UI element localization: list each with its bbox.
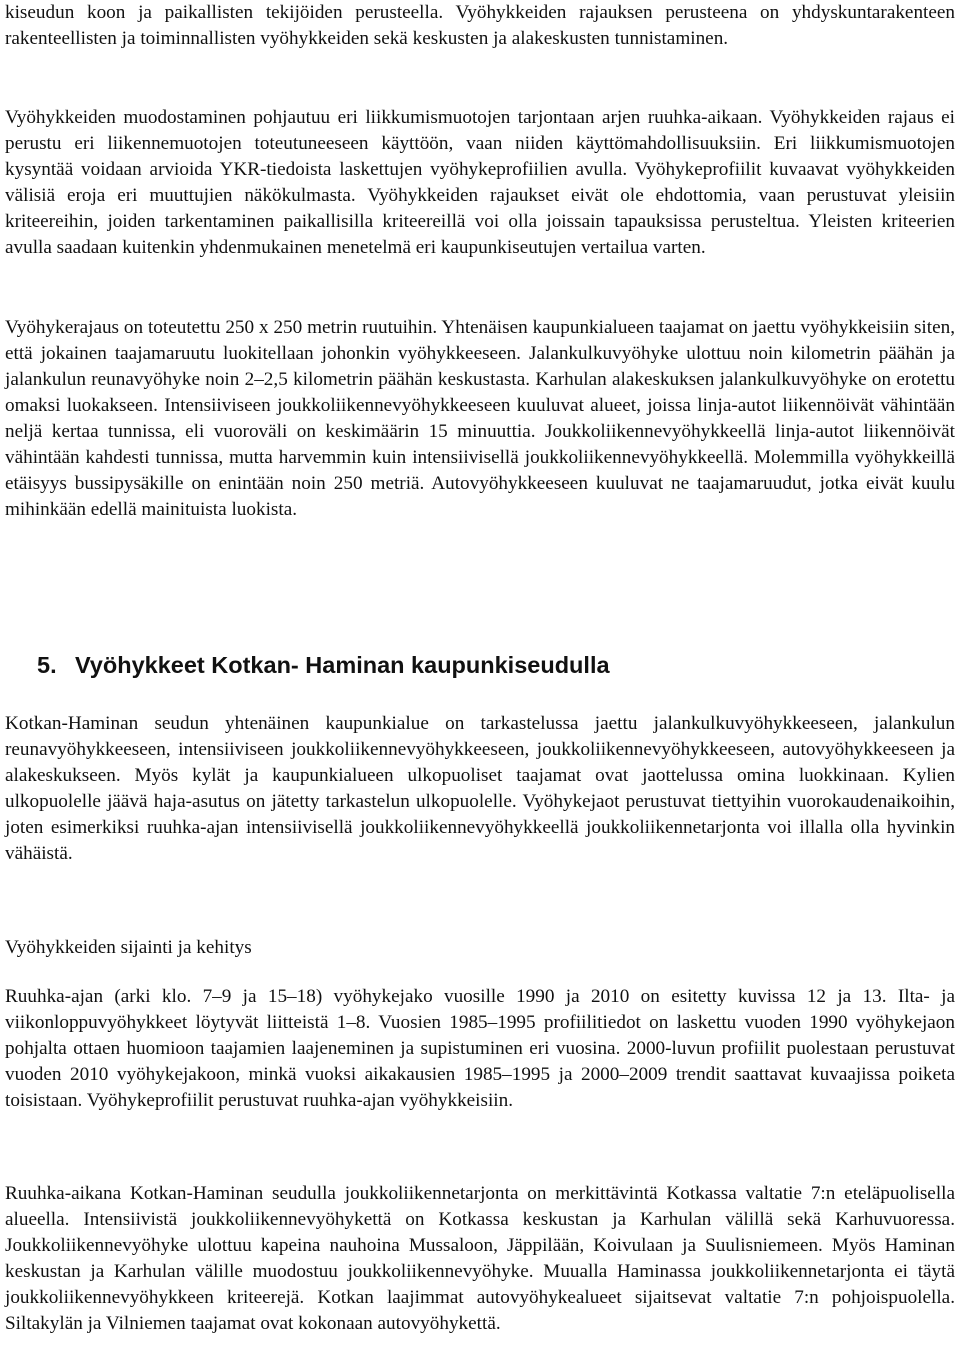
- paragraph-kotka-hamina-transit: Ruuhka-aikana Kotkan-Haminan seudulla joukkoliikennetarjonta on merkittävintä Kotkassa valtatie 7:n eteläpuolisella alueella. Intensiivistä joukkoliikennevyöhykettä on Kotkassa keskustan ja Karhulan välillä sekä Karhuvuoressa. Joukkoliikennevyöhyke ulottuu kapeina nauhoina Mussaloon, Jäppilään, Koivulaan ja Suulisniemeen. Myös Haminan keskustan ja Karhulan välille muodostuu joukkoliikennevyöhyke. Muualla Haminassa joukkoliikennetarjonta ei täytä joukkoliikennevyöhykkeen kriteerejä. Kotkan laajimmat autovyöhykealueet sijaitsevat valtatie 7:n pohjoispuolella. Siltakylän ja Vilniemen taajamat ovat kokonaan autovyöhykettä.: [5, 1183, 955, 1334]
- paragraph-intro-continuation: kiseudun koon ja paikallisten tekijöiden perusteella. Vyöhykkeiden rajauksen perusteena on yhdyskuntarakenteen rakenteellisten ja toiminnallisten vyöhykkeiden sekä keskusten ja alakeskusten tunnistaminen.: [5, 2, 955, 49]
- section-title: Vyöhykkeet Kotkan- Haminan kaupunkiseudulla: [75, 652, 610, 678]
- paragraph-zone-formation: Vyöhykkeiden muodostaminen pohjautuu eri liikkumismuotojen tarjontaan arjen ruuhka-aikaan. Vyöhykkeiden rajaus ei perustu eri liikennemuotojen toteutuneeseen käyttöön, vaan niiden käyttömahdollisuuksiin. Eri liikkumismuotojen kysyntää voidaan arvioida YKR-tiedoista laskettujen vyöhykeprofiilien avulla. Vyöhykeprofiilit kuvaavat vyöhykkeiden välisiä eroja eri muuttujien näkökulmasta. Vyöhykkeiden rajaukset eivät ole ehdottomia, vaan perustuvat yleisiin kriteereihin, joiden tarkentaminen paikallisilla kriteereillä voi olla joissain tapauksissa perusteltua. Yleisten kriteerien avulla saadaan kuitenkin yhdenmukainen menetelmä eri kaupunkiseutujen vertailua varten.: [5, 107, 955, 258]
- section-heading: [37, 649, 610, 681]
- paragraph-grid-zoning: Vyöhykerajaus on toteutettu 250 x 250 metrin ruutuihin. Yhtenäisen kaupunkialueen taajamat on jaettu vyöhykkeisiin siten, että jokainen taajamaruutu luokitellaan johonkin vyöhykkeeseen. Jalankulkuvyöhyke ulottuu noin kilometrin päähän ja jalankulun reunavyöhyke noin 2–2,5 kilometrin päähän keskustasta. Karhulan alakeskuksen jalankulkuvyöhyke on erotettu omaksi luokakseen. Intensiiviseen joukkoliikennevyöhykkeeseen kuuluvat alueet, joissa linja-autot liikennöivät vähintään neljä kertaa tunnissa, eli vuoroväli on keskimäärin 15 minuuttia. Joukkoliikennevyöhykkeellä linja-autot liikennöivät vähintään kahdesti tunnissa, mutta harvemmin kuin intensiivisellä joukkoliikennevyöhykkeellä. Molemmilla vyöhykkeillä etäisyys bussipysäkille on enintään noin 250 metriä. Autovyöhykkeeseen kuuluvat ne taajamaruudut, jotka eivät kuulu mihinkään edellä mainituista luokista.: [5, 317, 955, 520]
- paragraph-rush-hour-zones: Ruuhka-ajan (arki klo. 7–9 ja 15–18) vyöhykejako vuosille 1990 ja 2010 on esitetty kuvissa 12 ja 13. Ilta- ja viikonloppuvyöhykkeet löytyvät liitteistä 1–8. Vuosien 1985–1995 profiilitiedot on laskettu vuoden 1990 vyöhykejaon pohjalta ottaen huomioon taajamien laajeneminen ja supistuminen eri vuosina. 2000-luvun profiilit puolestaan perustuvat vuoden 2010 vyöhykejakoon, minkä vuoksi aikakausien 1985–1995 ja 2000–2009 trendit saattavat kuvaajissa poiketa toisistaan. Vyöhykeprofiilit perustuvat ruuhka-ajan vyöhykkeisiin.: [5, 986, 955, 1111]
- section-number: 5.: [37, 652, 57, 678]
- subheading-location-development: Vyöhykkeiden sijainti ja kehitys: [5, 937, 252, 958]
- paragraph-section-intro: Kotkan-Haminan seudun yhtenäinen kaupunkialue on tarkastelussa jaettu jalankulkuvyöhykkeeseen, jalankulun reunavyöhykkeeseen, intensiiviseen joukkoliikennevyöhykkeeseen, joukkoliikennevyöhykkeeseen, autovyöhykkeeseen ja alakeskukseen. Myös kylät ja kaupunkialueen ulkopuoliset taajamat ovat jaottelussa omina luokkinaan. Kylien ulkopuolelle jäävä haja-asutus on jätetty tarkastelun ulkopuolelle. Vyöhykejaot perustuvat tiettyihin vuorokaudenaikoihin, joten esimerkiksi ruuhka-ajan intensiivisellä joukkoliikennevyöhykkeellä joukkoliikennetarjonta voi illalla olla hyvinkin vähäistä.: [5, 713, 955, 864]
